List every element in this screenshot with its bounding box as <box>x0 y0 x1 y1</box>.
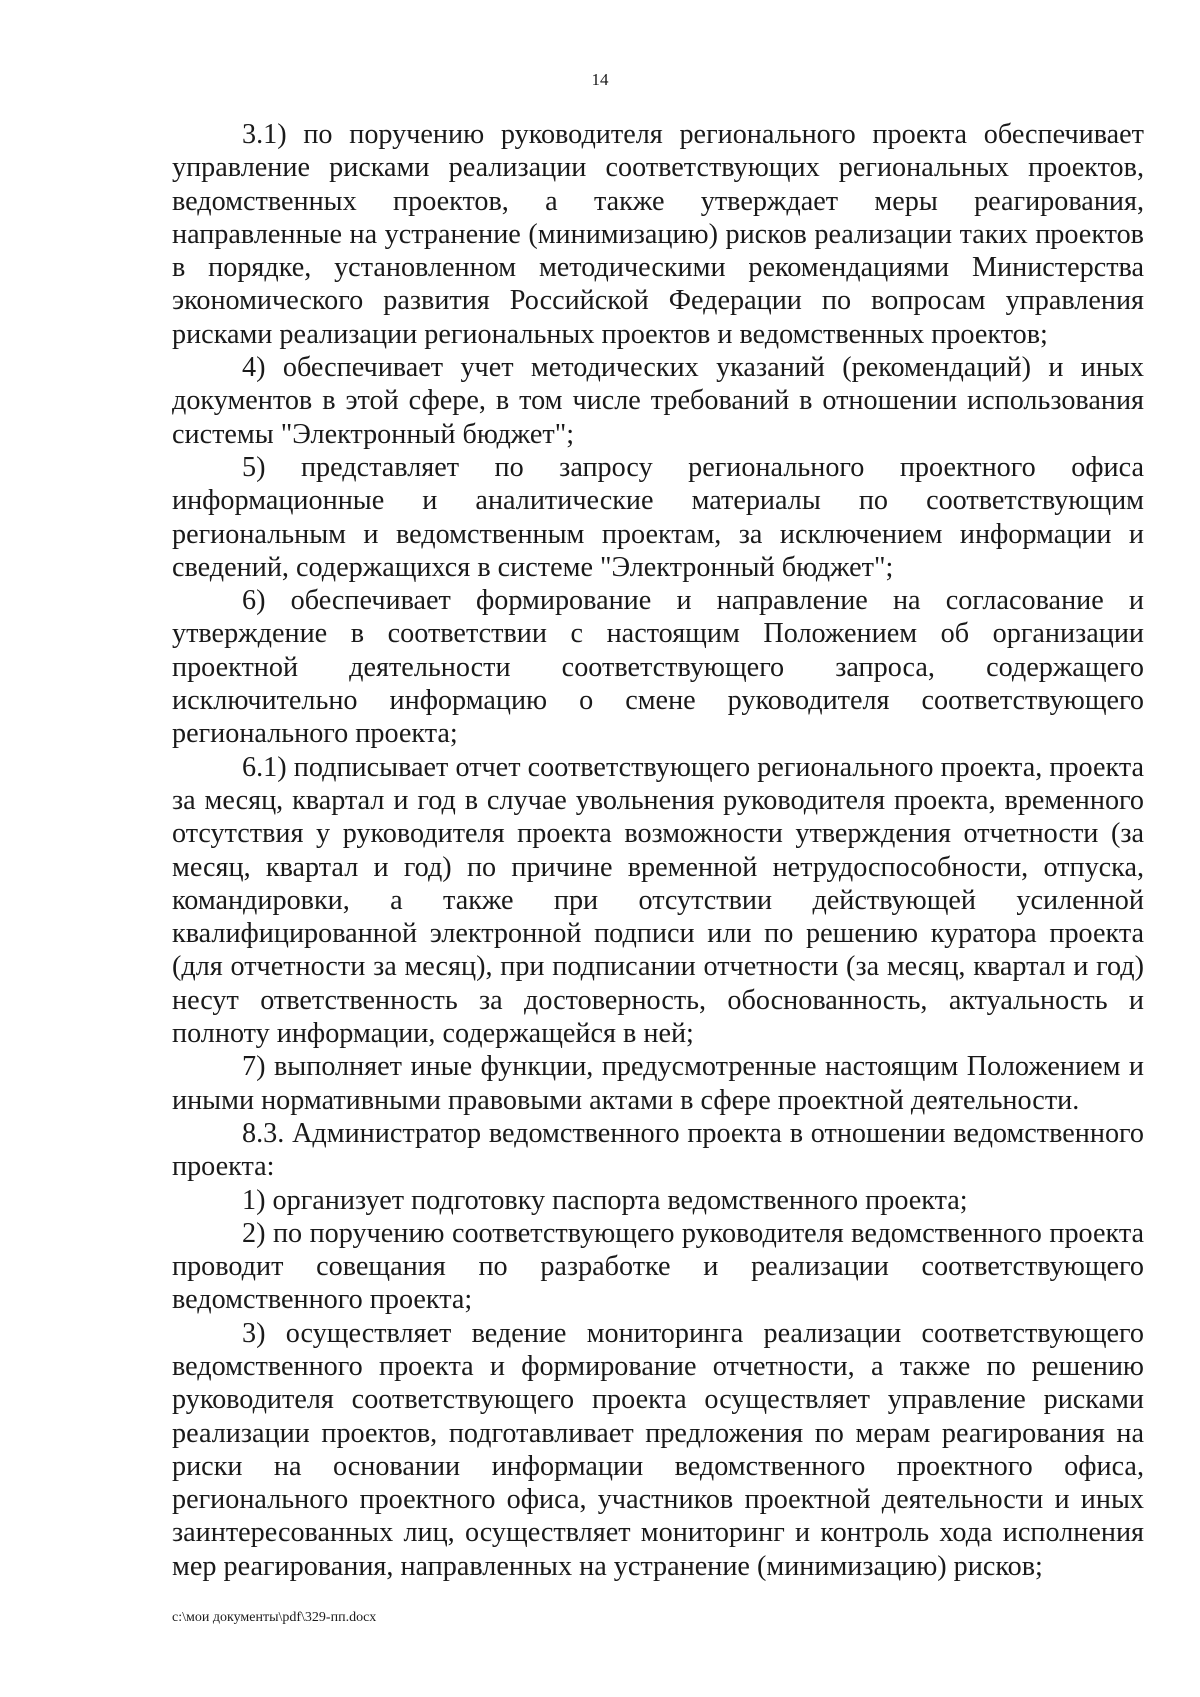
paragraph-6-1: 6.1) подписывает отчет соответствующего регионального проекта, проекта за месяц, квартал и год в случае увольнения руководителя проекта, временного отсутствия у руководителя проекта возможности утверждения отчетности (за месяц, квартал и год) по причине временной нетрудоспособности, отпуска, командировки, а также при отсутствии действующей усиленной квалифицированной электронной подписи или по решению куратора проекта (для отчетности за месяц), при подписании отчетности (за месяц, квартал и год) несут ответственность за достоверность, обоснованность, актуальность и полноту информации, содержащейся в ней; <box>172 751 1144 1050</box>
footer-file-path: c:\мои документы\pdf\329-пп.docx <box>172 1610 377 1625</box>
paragraph-7: 7) выполняет иные функции, предусмотренные настоящим Положением и иными нормативными правовыми актами в сфере проектной деятельности. <box>172 1051 1144 1116</box>
paragraph-8-3-1: 1) организует подготовку паспорта ведомственного проекта; <box>242 1184 968 1216</box>
page-number: 14 <box>591 70 609 89</box>
paragraph-8-3-3: 3) осуществляет ведение мониторинга реализации соответствующего ведомственного проекта и формирование отчетности, а также по решению руководителя соответствующего проекта осуществляет управление рисками реализации проектов, подготавливает предложения по мерам реагирования на риски на основании информации ведомственного проектного офиса, регионального проектного офиса, участников проектной деятельности и иных заинтересованных лиц, осуществляет мониторинг и контроль хода исполнения мер реагирования, направленных на устранение (минимизацию) рисков; <box>172 1317 1144 1582</box>
paragraph-8-3-2: 2) по поручению соответствующего руководителя ведомственного проекта проводит совещания по разработке и реализации соответствующего ведомственного проекта; <box>172 1217 1144 1316</box>
paragraph-6: 6) обеспечивает формирование и направление на согласование и утверждение в соответствии с настоящим Положением об организации проектной деятельности соответствующего запроса, содержащего исключительно информацию о смене руководителя соответствующего регионального проекта; <box>172 585 1144 750</box>
paragraph-5: 5) представляет по запросу регионального проектного офиса информационные и аналитические материалы по соответствующим региональным и ведомственным проектам, за исключением информации и сведений, содержащихся в системе "Электронный бюджет"; <box>172 451 1144 583</box>
section-8-3-heading: 8.3. Администратор ведомственного проекта в отношении ведомственного проекта: <box>172 1117 1144 1183</box>
document-body <box>172 118 1144 1583</box>
paragraph-3-1: 3.1) по поручению руководителя регионального проекта обеспечивает управление рисками реализации соответствующих региональных проектов, ведомственных проектов, а также утверждает меры реагирования, направленные на устранение (минимизацию) рисков реализации таких проектов в порядке, установленном методическими рекомендациями Министерства экономического развития Российской Федерации по вопросам управления рисками реализации региональных проектов и ведомственных проектов; <box>172 119 1144 350</box>
paragraph-4: 4) обеспечивает учет методических указаний (рекомендаций) и иных документов в этой сфере, в том числе требований в отношении использования системы "Электронный бюджет"; <box>172 352 1144 450</box>
